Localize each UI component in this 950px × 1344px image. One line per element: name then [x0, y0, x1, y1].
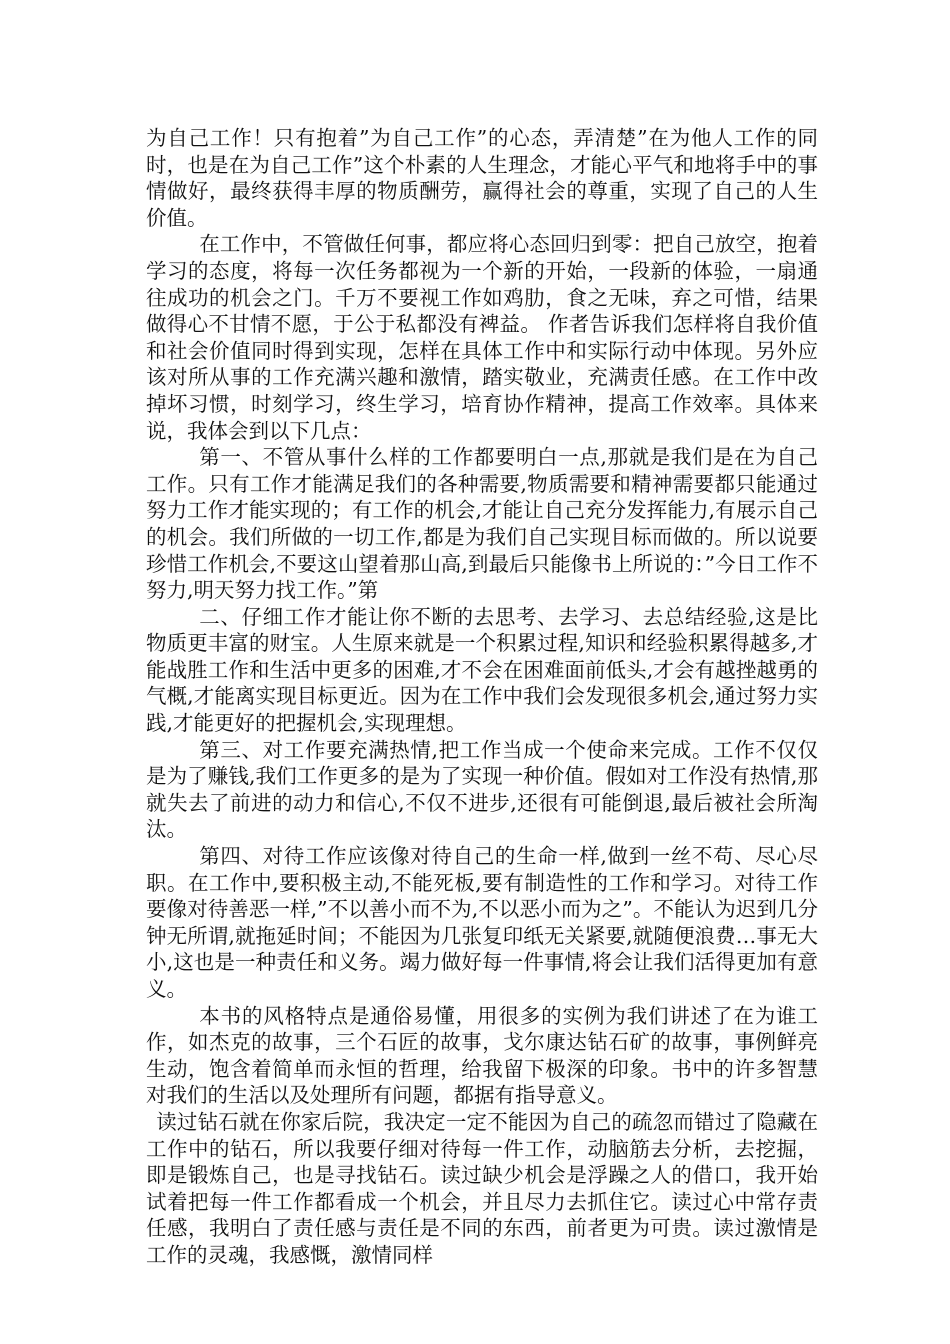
paragraph-8: 读过钻石就在你家后院，我决定一定不能因为自己的疏忽而错过了隐藏在工作中的钻石，所以我要仔细对待每一件工作，动脑筋去分析，去挖掘，即是锻炼自己，也是寻找钻石。读过缺少机会是浮躁之人的借口，我开始试着把每一件工作都看成一个机会，并且尽力去抓住它。读过心中常存责任感，我明白了责任感与责任是不同的东西，前者更为可贵。读过激情是工作的灵魂，我感慨，激情同样	[146, 1109, 818, 1267]
paragraph-7: 本书的风格特点是通俗易懂，用很多的实例为我们讲述了在为谁工作，如杰克的故事，三个石匠的故事，戈尔康达钻石矿的故事，事例鲜亮生动，饱含着简单而永恒的哲理，给我留下极深的印象。书中的许多智慧对我们的生活以及处理所有问题，都据有指导意义。	[146, 1003, 818, 1108]
paragraph-3: 第一、不管从事什么样的工作都要明白一点,那就是我们是在为自己工作。只有工作才能满足我们的各种需要,物质需要和精神需要都只能通过努力工作才能实现的；有工作的机会,才能让自己充分发挥能力,有展示自己的机会。我们所做的一切工作,都是为我们自己实现目标而做的。所以说要珍惜工作机会,不要这山望着那山高,到最后只能像书上所说的：”今日工作不努力,明天努力找工作。”第	[146, 445, 818, 603]
paragraph-1: 为自己工作！只有抱着”为自己工作”的心态，弄清楚”在为他人工作的同时，也是在为自己工作”这个朴素的人生理念，才能心平气和地将手中的事情做好，最终获得丰厚的物质酬劳，赢得社会的尊重，实现了自己的人生价值。	[146, 126, 818, 230]
paragraph-2: 在工作中，不管做任何事，都应将心态回归到零：把自己放空，抱着学习的态度，将每一次任务都视为一个新的开始，一段新的体验，一扇通往成功的机会之门。千万不要视工作如鸡肋，食之无味，弃之可惜，结果做得心不甘情不愿，于公于私都没有裨益。 作者告诉我们怎样将自我价值和社会价值同时得到实现，怎样在具体工作中和实际行动中体现。另外应该对所从事的工作充满兴趣和激情，踏实敬业，充满责任感。在工作中改掉坏习惯，时刻学习，终生学习，培育协作精神，提高工作效率。具体来说，我体会到以下几点：	[146, 232, 818, 443]
paragraph-6: 第四、对待工作应该像对待自己的生命一样,做到一丝不苟、尽心尽职。在工作中,要积极主动,不能死板,要有制造性的工作和学习。对待工作要像对待善恶一样,”不以善小而不为,不以恶小而为之”。不能认为迟到几分钟无所谓,就拖延时间；不能因为几张复印纸无关紧要,就随便浪费…事无大小,这也是一种责任和义务。竭力做好每一件事情,将会让我们活得更加有意义。	[146, 844, 818, 1001]
document-body	[146, 125, 818, 1269]
paragraph-4: 二、仔细工作才能让你不断的去思考、去学习、去总结经验,这是比物质更丰富的财宝。人生原来就是一个积累过程,知识和经验积累得越多,才能战胜工作和生活中更多的困难,才不会在困难面前低头,才会有越挫越勇的气概,才能离实现目标更近。因为在工作中我们会发现很多机会,通过努力实践,才能更好的把握机会,实现理想。	[146, 604, 818, 736]
paragraph-5: 第三、对工作要充满热情,把工作当成一个使命来完成。工作不仅仅是为了赚钱,我们工作更多的是为了实现一种价值。假如对工作没有热情,那就失去了前进的动力和信心,不仅不进步,还很有可能倒退,最后被社会所淘汰。	[146, 737, 818, 842]
